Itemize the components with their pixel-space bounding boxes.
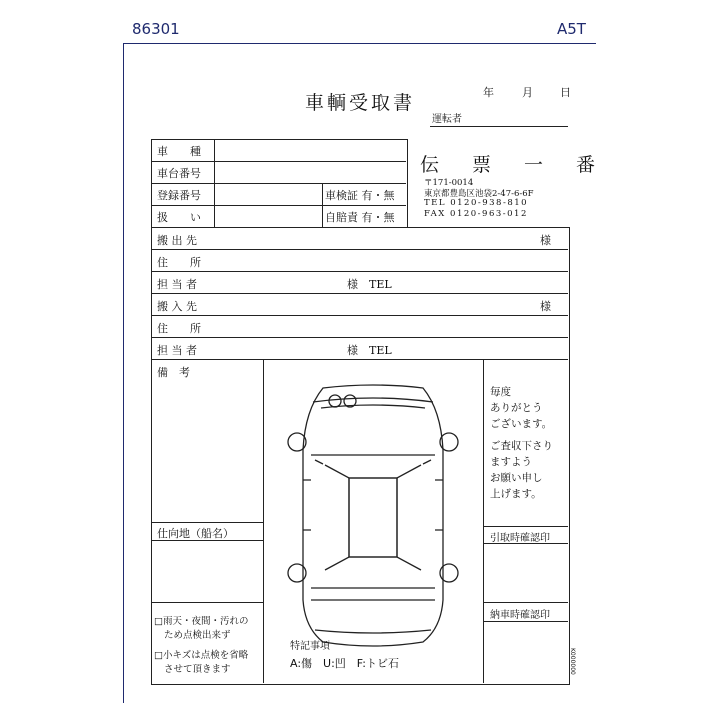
delivery-stamp-label: 納車時確認印 (490, 610, 550, 621)
row-line (151, 293, 568, 294)
remarks-label: 備 考 (157, 366, 190, 379)
pickup-from-label: 搬 出 先 (157, 234, 197, 247)
company-name: 伝 票 一 番 (420, 154, 603, 176)
notes-label: 特記事項 (290, 641, 330, 652)
form-title: 車輌受取書 (305, 92, 416, 114)
row-line (151, 183, 406, 184)
row-line (151, 315, 568, 316)
pickup-stamp-label: 引取時確認印 (490, 533, 550, 544)
col-line (214, 139, 215, 227)
car-roof-lines (349, 478, 397, 557)
driver-line[interactable] (430, 126, 568, 127)
inspection-cert-label: 車検証 有・無 (325, 189, 395, 202)
row-line (151, 161, 406, 162)
size-code: A5T (557, 20, 586, 38)
thanks-line-2: ありがとう (490, 402, 543, 414)
checkbox-unchecked-line2: ため点検出来ず (164, 630, 231, 641)
row-line (151, 602, 263, 603)
thanks-line-7: 上げます。 (490, 488, 542, 500)
car-rear-bumper (315, 630, 431, 633)
driver-label: 運転者 (432, 114, 462, 125)
model-field[interactable] (216, 141, 320, 159)
pickup-address-field[interactable] (215, 252, 565, 270)
margin-code: K000000 (569, 648, 576, 675)
delivery-tel-label: 様 TEL (347, 344, 392, 357)
thanks-line-6: お願い申し (490, 472, 543, 484)
car-diagram[interactable] (263, 360, 483, 680)
pickup-contact-label: 担 当 者 (157, 278, 197, 291)
row-line (483, 621, 568, 622)
checkbox-minor-scratch-line2: させて頂きます (164, 664, 231, 675)
company-address: 東京都豊島区池袋2-47-6-6F (424, 189, 534, 199)
row-line (483, 543, 568, 544)
pickup-from-field[interactable] (215, 230, 535, 248)
pickup-stamp-area[interactable] (485, 545, 566, 600)
chassis-field[interactable] (216, 163, 404, 181)
mirror-icon (315, 460, 431, 464)
car-windshield-shape (325, 465, 421, 478)
sheet-left-edge (123, 43, 124, 703)
model-label: 車 種 (157, 145, 201, 158)
delivery-sama: 様 (540, 300, 551, 313)
handling-field[interactable] (216, 207, 320, 225)
handling-label: 扱 い (157, 211, 201, 224)
thanks-line-5: ますよう (490, 456, 532, 468)
date-month-label: 月 (522, 86, 533, 99)
row-line (151, 205, 406, 206)
row-line (151, 337, 568, 338)
row-line (151, 522, 263, 523)
date-year-label: 年 (483, 86, 494, 99)
thanks-line-1: 毎度 (490, 386, 511, 398)
company-tel: TEL 0120-938-810 (424, 198, 529, 208)
checkbox-unchecked-line1[interactable]: □雨天・夜間・汚れの (154, 616, 249, 627)
delivery-to-field[interactable] (215, 296, 535, 314)
checkbox-minor-scratch-line1[interactable]: □小キズは点検を省略 (154, 650, 249, 661)
company-postal: 〒171-0014 (424, 178, 474, 188)
car-roof (349, 478, 397, 557)
col-line (322, 183, 323, 227)
destination-label: 仕向地（船名） (157, 527, 234, 540)
registration-label: 登録番号 (157, 189, 201, 202)
col-line (483, 359, 484, 683)
date-day-label: 日 (560, 86, 571, 99)
delivery-address-label: 住 所 (157, 322, 201, 335)
car-door-lines (303, 480, 443, 530)
chassis-label: 車台番号 (157, 167, 201, 180)
registration-field[interactable] (216, 185, 320, 203)
headlight-icon (329, 395, 341, 407)
slip-code: 86301 (132, 20, 180, 38)
delivery-stamp-area[interactable] (485, 623, 566, 681)
delivery-to-label: 搬 入 先 (157, 300, 197, 313)
pickup-sama: 様 (540, 234, 551, 247)
sheet-top-edge (123, 43, 596, 44)
car-rear-window (325, 557, 421, 570)
thanks-line-4: ご査収下さり (490, 440, 553, 452)
pickup-address-label: 住 所 (157, 256, 201, 269)
pickup-tel-label: 様 TEL (347, 278, 392, 291)
row-line (483, 602, 568, 603)
car-hood-line (313, 398, 433, 402)
row-line (151, 271, 568, 272)
car-body-outline (303, 385, 443, 646)
insurance-label: 自賠責 有・無 (325, 211, 395, 224)
row-line (151, 249, 568, 250)
row-line (151, 540, 263, 541)
damage-legend: A:傷 U:凹 F:トビ石 (290, 657, 399, 670)
row-line (483, 526, 568, 527)
delivery-contact-label: 担 当 者 (157, 344, 197, 357)
delivery-address-field[interactable] (215, 318, 565, 336)
thanks-line-3: ございます。 (490, 418, 553, 430)
company-fax: FAX 0120-963-012 (424, 209, 528, 219)
